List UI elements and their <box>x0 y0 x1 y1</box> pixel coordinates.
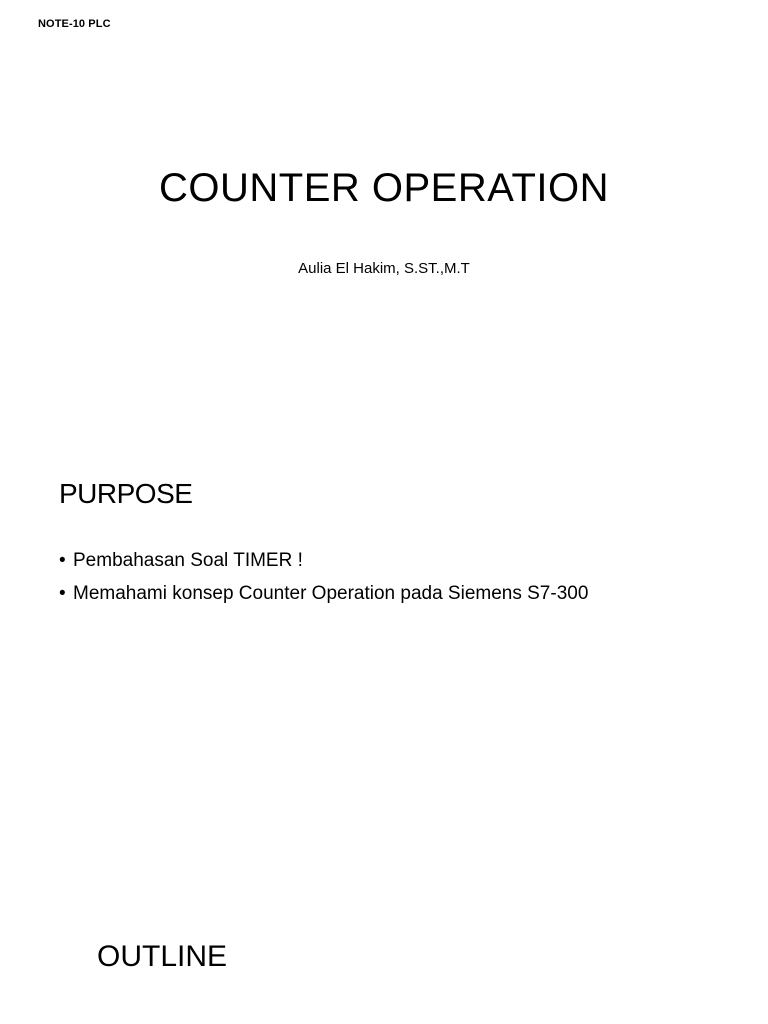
bullet-text: Pembahasan Soal TIMER ! <box>73 550 303 571</box>
purpose-bullet-list <box>59 549 588 615</box>
bullet-icon: • <box>59 550 66 571</box>
bullet-icon: • <box>59 583 66 604</box>
list-item <box>59 582 588 615</box>
note-label: NOTE-10 PLC <box>38 18 111 30</box>
author-name: Aulia El Hakim, S.ST.,M.T <box>298 260 470 277</box>
list-item <box>59 549 588 582</box>
purpose-heading: PURPOSE <box>59 478 193 509</box>
slide-title: COUNTER OPERATION <box>158 166 609 210</box>
outline-heading: OUTLINE <box>97 940 228 973</box>
bullet-text: Memahami konsep Counter Operation pada Siemens S7-300 <box>73 583 589 604</box>
